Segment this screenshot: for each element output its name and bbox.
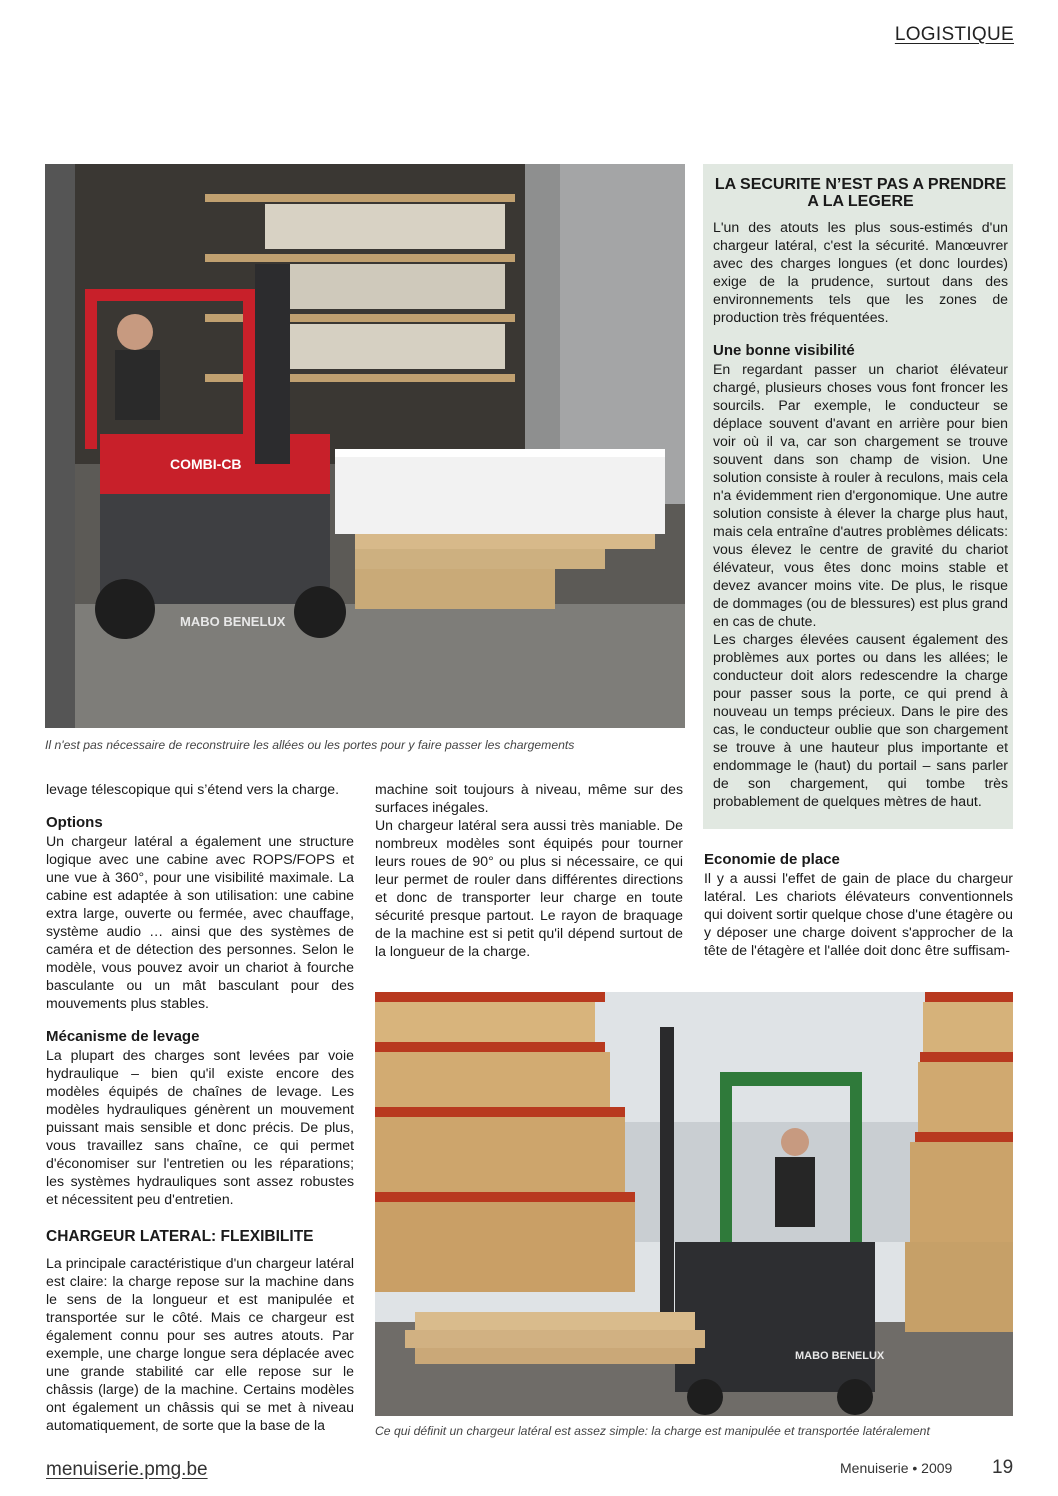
forklift-brand: MABO BENELUX [180,614,286,629]
sidebar-visibility-text: En regardant passer un chariot élévateur chargé, plusieurs choses vous font froncer les sourcils. Par exemple, le conducteur se déplace souvent d'avant en arrière pour bien voir où il va, car son chargement se trouve souvent dans son champ de vision. Une solution consiste à rouler à reculons, mais cela n'a évidemment rien d'ergonomique. Une autre solution consiste à élever la charge plus haut, mais cela entraîne d'autres problèmes délicats: vous élevez le centre de gravité du chariot élévateur, vous êtes donc moins stable et devez avancer moins vite. De plus, le risque de dommages (ou de blessures) est plus grand en cas de chute. [713,361,1008,629]
lifting-heading: Mécanisme de levage [46,1028,200,1045]
section-label: LOGISTIQUE [894,24,1014,45]
col2-text2: Un chargeur latéral sera aussi très maniable. De nombreux modèles sont équipés pour tourner leurs roues de 90° ou plus si nécessaire, ce qui leur permet de rouler dans différentes directions et donc de transporter leur charge en toute sécurité presque partout. Le rayon de braquage de la machine est si petit qu'il dépend surtout de la longueur de la charge. [375,817,683,959]
lifting-text: La plupart des charges sont levées par voie hydraulique – bien qu'il existe encore des modèles équipés de chaînes de levage. Les modèles hydrauliques génèrent un mouvement puissant mais sensible et donc précis. De plus, vous travaillez sans chaîne, ce qui permet d'économiser sur l'entretien ou les réparations; les systèmes hydrauliques sont assez robustes et nécessitent peu d'entretien. [46,1047,354,1207]
sidebar-box [703,164,1013,829]
sidebar-title: LA SECURITE N’EST PAS A PRENDRE A LA LEGERE [714,176,1007,210]
forklift-label: COMBI-CB [170,456,242,472]
space-text: Il y a aussi l'effet de gain de place du chargeur latéral. Les chariots élévateurs conventionnels qui doivent sortir quelque chose d'une étagère ou y déposer une charge doivent s'approcher de la tête de l'étagère et l'allée doit donc être suffisam- [704,870,1013,958]
photo1-caption: Il n'est pas nécessaire de reconstruire les allées ou les portes pour y faire passer les chargements [45,738,575,752]
sidebar-loads-text: Les charges élevées causent également des problèmes aux portes ou dans les allées; le conducteur doit alors redescendre la charge pour passer sous la porte, ce qui prend à nouveau un temps précieux. Dans le pire des cas, le conducteur oublie que son chargement se trouve à une hauteur plus importante et endommage le (haut) du portail – sans parler de son chargement, qui tombe très probablement de quelques mètres de haut. [713,631,1008,809]
space-heading: Economie de place [704,851,840,868]
forklift-lumber-illustration [375,992,1013,1416]
footer-issue: Menuiserie • 2009 [840,1460,953,1476]
flex-heading: CHARGEUR LATERAL: FLEXIBILITE [46,1228,314,1245]
col1-intro: levage télescopique qui s’étend vers la charge. [46,781,340,797]
sidebar-intro: L'un des atouts les plus sous-estimés d'un chargeur latéral, c'est la sécurité. Manœuvrer avec des charges longues (et donc lourdes) exige de la prudence, surtout dans des environnements tels que les zones de production très fréquentées. [713,219,1008,325]
column-3 [704,851,1013,959]
footer-website-link[interactable]: menuiserie.pmg.be [46,1459,208,1480]
options-heading: Options [46,814,103,831]
photo2-caption: Ce qui définit un chargeur latéral est assez simple: la charge est manipulée et transportée latéralement [375,1424,930,1438]
sidebar-visibility-heading: Une bonne visibilité [713,342,855,359]
col2-text1: machine soit toujours à niveau, même sur des surfaces inégales. [375,781,683,815]
column-2 [375,780,683,960]
flex-text: La principale caractéristique d'un chargeur latéral est claire: la charge repose sur la machine dans le sens de la longueur et est manipulée et transportée sur le côté. Mais ce chargeur est également connu pour ses autres atouts. Par exemple, une charge longue sera déplacée avec une grande stabilité car elle repose sur le châssis (large) de la machine. Certains modèles ont également un châssis qui se met à niveau automatiquement, de sorte que la base de la [46,1255,354,1433]
page-number: 19 [992,1457,1014,1478]
options-text: Un chargeur latéral a également une structure logique avec une cabine avec ROPS/FOPS et une vue à 360°, pour une visibilité maximale. La cabine est adaptée à son utilisation: une cabine extra large, ouverte ou fermée, avec chauffage, système audio … ainsi que des systèmes de caméra et de détection des personnes. Selon le modèle, vous pouvez avoir un chariot à fourche basculante ou un mât basculant pour des mouvements plus stables. [46,833,354,1011]
forklift-warehouse-illustration [45,164,685,728]
forklift2-brand: MABO BENELUX [795,1350,885,1362]
photo-side-loader-warehouse [45,164,685,728]
column-1 [46,780,354,1434]
photo-side-loader-lumber-yard [375,992,1013,1416]
